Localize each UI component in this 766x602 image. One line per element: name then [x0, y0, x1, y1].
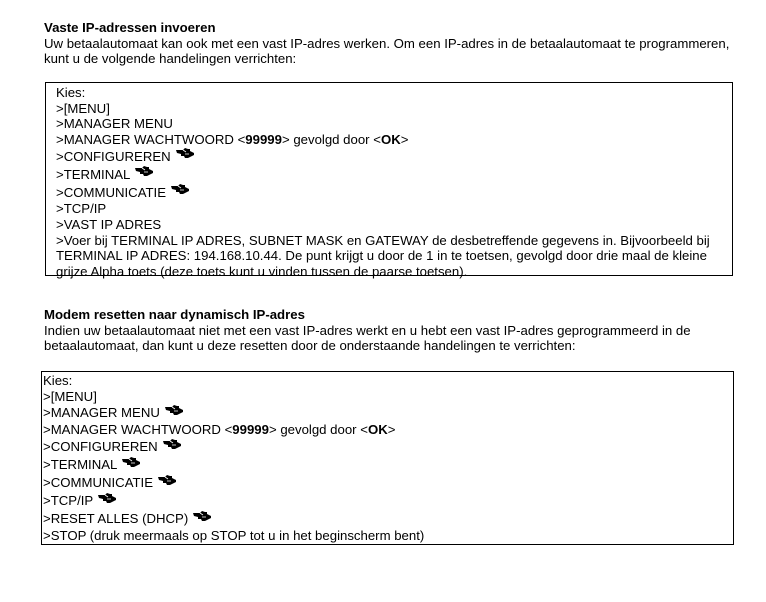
password-suffix: >: [387, 422, 396, 438]
password-prefix: >MANAGER WACHTWOORD <: [43, 422, 233, 438]
step-tcpip: >TCP/IP: [56, 201, 107, 217]
section-intro: Uw betaalautomaat kan ook met een vast IP-adres werken. Om een IP-adres in de betaalautomaat te programmeren, kunt u de volgende handelingen verrichten:: [44, 35, 730, 67]
pointing-hand-icon: [157, 473, 177, 487]
step-reset-alles: [43, 510, 733, 528]
section-fixed-ip: [44, 20, 744, 67]
password-middle: > gevolgd door <: [268, 422, 368, 438]
password-middle: > gevolgd door <: [281, 131, 381, 147]
password-code: 99999: [245, 131, 282, 147]
step-manager-menu: >MANAGER MENU: [56, 116, 173, 132]
pointing-hand-icon: [175, 146, 195, 160]
step-manager-password: [56, 132, 722, 148]
step-label: >COMMUNICATIE: [43, 474, 154, 490]
step-manager-password: [43, 422, 733, 438]
section-reset-dynamic-ip: [44, 307, 744, 354]
step-vast-ip: >VAST IP ADRES: [56, 216, 162, 232]
step-label: >COMMUNICATIE: [56, 184, 167, 200]
step-label: >TERMINAL: [43, 456, 118, 472]
step-terminal: [43, 456, 733, 474]
step-menu: >[MENU]: [56, 100, 110, 116]
instruction-box-reset: [41, 371, 734, 545]
password-prefix: >MANAGER WACHTWOORD <: [56, 131, 246, 147]
password-suffix: >: [400, 131, 409, 147]
step-communicatie: [43, 474, 733, 492]
section-title: Vaste IP-adressen invoeren: [44, 20, 216, 35]
step-configureren: [56, 147, 722, 165]
step-tcpip: [43, 492, 733, 510]
step-menu: >[MENU]: [43, 388, 97, 404]
step-configureren: [43, 438, 733, 456]
step-kies: Kies:: [56, 85, 86, 100]
pointing-hand-icon: [162, 437, 182, 451]
step-voer-gegevens: >Voer bij TERMINAL IP ADRES, SUBNET MASK en GATEWAY de desbetreffende gegevens in. Bijvoorbeeld bij TERMINAL IP ADRES: 194.168.10.44. De punt krijgt u door de 1 in te toetsen, gevolgd door drie maal de kleine grijze Alpha toets (deze toets kunt u vinden tussen de paarse toetsen).: [56, 232, 710, 279]
step-manager-menu: [43, 404, 733, 422]
step-communicatie: [56, 183, 722, 201]
step-label: >TERMINAL: [56, 166, 131, 182]
step-kies: Kies:: [43, 373, 73, 388]
pointing-hand-icon: [121, 455, 141, 469]
pointing-hand-icon: [170, 182, 190, 196]
step-terminal: [56, 165, 722, 183]
step-label: >CONFIGUREREN: [43, 438, 158, 454]
pointing-hand-icon: [134, 164, 154, 178]
pointing-hand-icon: [97, 491, 117, 505]
pointing-hand-icon: [164, 403, 184, 417]
ok-key: OK: [367, 422, 388, 438]
step-label: >RESET ALLES (DHCP): [43, 510, 189, 526]
step-label: >TCP/IP: [43, 492, 94, 508]
section-title: Modem resetten naar dynamisch IP-adres: [44, 307, 305, 322]
ok-key: OK: [380, 131, 401, 147]
section-intro: Indien uw betaalautomaat niet met een vast IP-adres werkt en u hebt een vast IP-adres geprogrammeerd in de betaalautomaat, dan kunt u deze resetten door de onderstaande handelingen te verrichten:: [44, 322, 691, 354]
step-stop: >STOP (druk meermaals op STOP tot u in het beginscherm bent): [43, 527, 425, 543]
step-label: >CONFIGUREREN: [56, 148, 171, 164]
pointing-hand-icon: [192, 509, 212, 523]
instruction-box-fixed-ip: [45, 82, 733, 279]
password-code: 99999: [232, 422, 269, 438]
step-label: >MANAGER MENU: [43, 405, 160, 421]
